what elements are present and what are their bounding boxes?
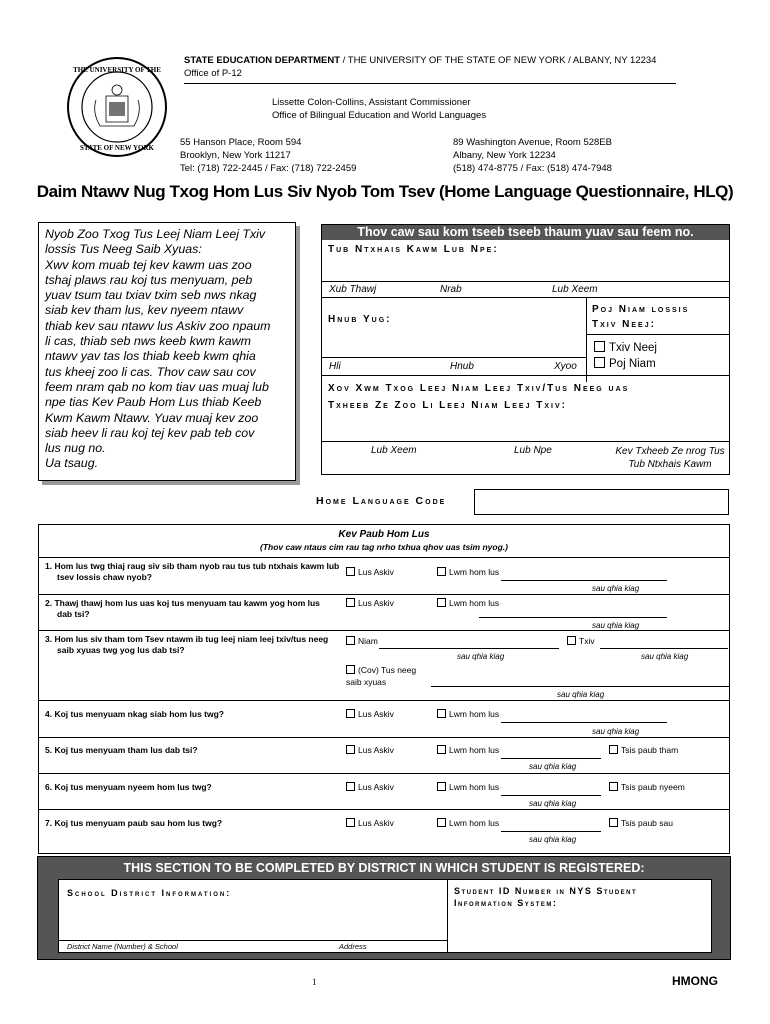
q1-specify: sau qhia kiag — [592, 584, 640, 593]
state-seal-logo — [66, 56, 168, 158]
q7-english[interactable]: Lus Askiv — [346, 818, 394, 828]
q5-specify: sau qhia kiag — [529, 762, 577, 771]
q6-english[interactable]: Lus Askiv — [346, 782, 394, 792]
q1-other[interactable]: Lwm hom lus — [437, 567, 499, 577]
q1-english[interactable]: Lus Askiv — [346, 567, 394, 577]
q4-other[interactable]: Lwm hom lus — [437, 709, 499, 719]
address-brooklyn: 55 Hanson Place, Room 594 Brooklyn, New York 11217 Tel: (718) 722-2445 / Fax: (718) 722-2459 — [180, 137, 357, 174]
seal-text-bottom: STATE OF NEW YORK — [80, 144, 154, 152]
question-4: 4. Koj tus menyuam nkag siab hom lus twg? — [45, 709, 225, 719]
q3-mother[interactable]: Niam — [346, 636, 378, 646]
q3-father-specify: sau qhia kiag — [641, 652, 689, 661]
district-banner: THIS SECTION TO BE COMPLETED BY DISTRICT IN WHICH STUDENT IS REGISTERED: — [123, 861, 645, 875]
middle-name-label: Lub Xeem — [552, 284, 598, 295]
dept-line — [184, 55, 656, 66]
year-label: Xyoo — [554, 361, 577, 372]
q3-guardian-specify: sau qhia kiag — [557, 690, 605, 699]
q6-specify: sau qhia kiag — [529, 799, 577, 808]
question-1: 1. Hom lus twg thiaj raug siv sib tham nyob rau tus tub ntxhais kawm lub tsev lossis chaw nyob? — [45, 561, 340, 582]
last-name-label: Xub Thawj — [329, 284, 377, 295]
parent-first-label: Lub Npe — [514, 445, 552, 456]
q2-english[interactable]: Lus Askiv — [346, 598, 394, 608]
commissioner-office: Office of Bilingual Education and World Languages — [272, 110, 487, 121]
question-2: 2. Thawj thawj hom lus uas koj tus menyuam tau kawm yog hom lus dab tsi? — [45, 598, 320, 619]
q5-other[interactable]: Lwm hom lus — [437, 745, 499, 755]
q7-cannot[interactable]: Tsis paub sau — [609, 818, 673, 828]
district-section — [37, 856, 731, 960]
month-label: Hli — [329, 361, 341, 372]
child-name-label: Tub Ntxhais Kawm Lub Npe: — [328, 244, 499, 255]
q3-guardian[interactable]: (Cov) Tus neeg saib xyuas — [346, 665, 417, 687]
language-name: HMONG — [672, 974, 718, 988]
intro-box — [38, 222, 296, 481]
q5-english[interactable]: Lus Askiv — [346, 745, 394, 755]
dob-input[interactable] — [322, 329, 586, 357]
student-id-input[interactable] — [448, 916, 712, 952]
q4-english[interactable]: Lus Askiv — [346, 709, 394, 719]
sex-label: Poj Niam lossis — [592, 304, 690, 315]
q6-other[interactable]: Lwm hom lus — [437, 782, 499, 792]
q4-specify: sau qhia kiag — [592, 727, 640, 736]
q6-cannot[interactable]: Tsis paub nyeem — [609, 782, 685, 792]
q7-specify: sau qhia kiag — [529, 835, 577, 844]
parent-label: Xov Xwm Txog Leej Niam Leej Txiv/Tus Neeg uas — [328, 383, 630, 394]
parent-label-2: Txheeb Ze Zoo Li Leej Niam Leej Txiv: — [328, 400, 567, 411]
language-section — [38, 524, 730, 854]
commissioner: Lissette Colon-Collins, Assistant Commissioner — [272, 97, 471, 108]
q3-father[interactable]: Txiv — [567, 636, 595, 646]
district-name-input[interactable] — [59, 916, 447, 940]
home-language-code-input[interactable] — [474, 489, 729, 515]
day-label: Hnub — [450, 361, 474, 372]
student-banner: Thov caw sau kom tseeb tseeb thaum yuav sau feem no. — [322, 225, 729, 240]
q5-cannot[interactable]: Tsis paub tham — [609, 745, 678, 755]
parent-name-input[interactable] — [322, 415, 729, 441]
lang-title: Kev Paub Hom Lus — [338, 529, 430, 540]
question-3: 3. Hom lus siv tham tom Tsev ntawm ib tug leej niam leej txiv/tus neeg saib xyuas twg yog lus dab tsi? — [45, 634, 329, 655]
question-5: 5. Koj tus menyuam tham lus dab tsi? — [45, 745, 198, 755]
student-id-label-2: Information System: — [454, 898, 558, 908]
male-checkbox[interactable] — [594, 341, 605, 352]
child-name-input[interactable] — [322, 259, 729, 281]
female-checkbox[interactable] — [594, 357, 605, 368]
dept-bold: STATE EDUCATION DEPARTMENT — [184, 55, 341, 66]
sex-label-2: Txiv Neej: — [592, 319, 656, 330]
office-line: Office of P-12 — [184, 68, 242, 79]
student-id-label: Student ID Number in NYS Student — [454, 886, 638, 896]
relation-label: Kev Txheeb Ze nrog Tus Tub Ntxhais Kawm — [615, 446, 725, 470]
address-label: Address — [339, 942, 367, 951]
q7-other[interactable]: Lwm hom lus — [437, 818, 499, 828]
district-name-label: District Name (Number) & School — [67, 942, 178, 951]
intro-text: Nyob Zoo Txog Tus Leej Niam Leej Txiv lossis Tus Neeg Saib Xyuas: Xwv kom muab tej kev kawm uas zoo tshaj plaws rau koj tus menyuam, peb yuav tsum tau txiav txim seb nws nkag siab kev tham lus, kev nyeem ntawv thiab kev sau ntawv lus Askiv zoo npaum li cas, thiab seb nws keeb kwm kawm ntawv yav tas los thiab keeb kwm qhia tus kheej zoo li cas. Thov caw sau cov feem nram qab no kom tiav uas muaj lub npe tias Kev Paub Hom Lus thiab Keeb Kwm Kawm Ntawv. Yuav muaj kev zoo siab heev li rau koj tej kev pab teb cov lus nug no. Ua tsaug. — [45, 227, 271, 471]
page-number: 1 — [312, 977, 317, 987]
address-albany: 89 Washington Avenue, Room 528EB Albany, New York 12234 (518) 474-8775 / Fax: (518) 474-7948 — [453, 137, 612, 174]
male-option[interactable]: Txiv Neej — [594, 341, 657, 354]
female-option[interactable]: Poj Niam — [594, 357, 656, 370]
lang-subtitle: (Thov caw ntaus cim rau tag nrho txhua qhov uas tsim nyog.) — [260, 542, 508, 552]
q2-specify: sau qhia kiag — [592, 621, 640, 630]
dept-rest: / THE UNIVERSITY OF THE STATE OF NEW YORK / ALBANY, NY 12234 — [340, 55, 657, 66]
question-6: 6. Koj tus menyuam nyeem hom lus twg? — [45, 782, 212, 792]
seal-text-top: THE UNIVERSITY OF THE — [73, 66, 161, 74]
question-7: 7. Koj tus menyuam paub sau hom lus twg? — [45, 818, 223, 828]
q2-other[interactable]: Lwm hom lus — [437, 598, 499, 608]
first-name-label: Nrab — [440, 284, 462, 295]
student-info-box — [321, 224, 730, 475]
school-info-label: School District Information: — [67, 888, 232, 898]
page-title: Daim Ntawv Nug Txog Hom Lus Siv Nyob Tom Tsev (Home Language Questionnaire, HLQ) — [36, 182, 734, 201]
home-language-code-label: Home Language Code — [316, 495, 447, 507]
dob-label: Hnub Yug: — [328, 314, 392, 325]
parent-last-label: Lub Xeem — [371, 445, 417, 456]
q3-mother-specify: sau qhia kiag — [457, 652, 505, 661]
